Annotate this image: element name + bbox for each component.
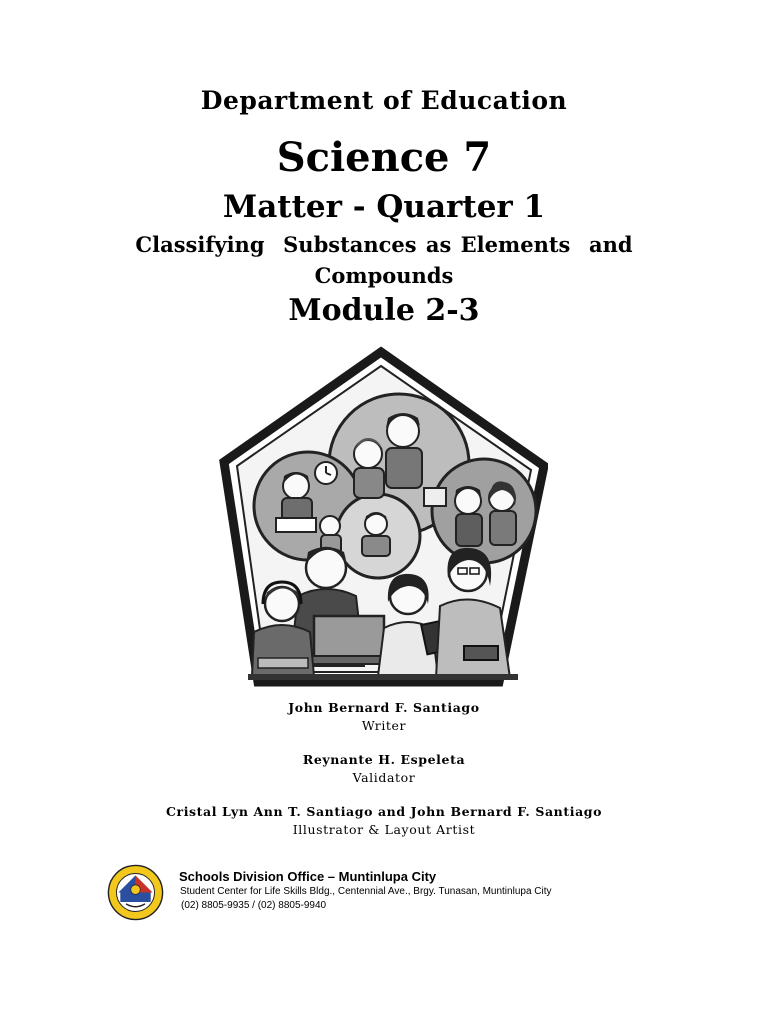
module-number: Module 2-3 bbox=[288, 293, 480, 328]
module-topic-line2: Compounds bbox=[314, 263, 454, 288]
division-seal-icon bbox=[107, 864, 164, 921]
division-office-name: Schools Division Office – Muntinlupa City bbox=[179, 869, 437, 884]
validator-role: Validator bbox=[352, 770, 416, 785]
department-title: Department of Education bbox=[200, 86, 568, 115]
illustrator-role: Illustrator & Layout Artist bbox=[292, 822, 476, 837]
subject-title: Science 7 bbox=[276, 134, 492, 181]
writer-role: Writer bbox=[361, 718, 407, 733]
validator-name: Reynante H. Espeleta bbox=[302, 752, 466, 767]
module-topic-line1: Classifying Substances as Elements and bbox=[135, 232, 633, 257]
illustrator-names: Cristal Lyn Ann T. Santiago and John Bernard F. Santiago bbox=[165, 804, 603, 819]
division-office-phone: (02) 8805-9935 / (02) 8805-9940 bbox=[181, 900, 327, 911]
writer-name: John Bernard F. Santiago bbox=[288, 700, 480, 715]
quarter-title: Matter - Quarter 1 bbox=[222, 189, 546, 225]
division-office-address: Student Center for Life Skills Bldg., Centennial Ave., Brgy. Tunasan, Muntinlupa City bbox=[180, 886, 552, 897]
students-learning-illustration bbox=[218, 346, 548, 691]
